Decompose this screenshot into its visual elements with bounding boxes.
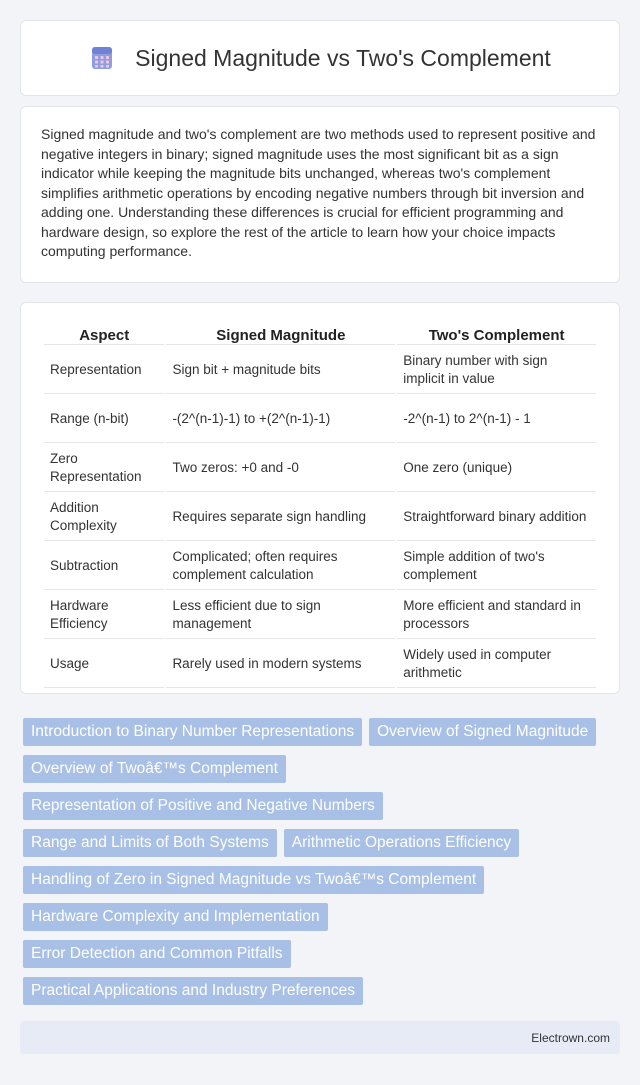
footer-site-name: Electrown.com (531, 1031, 610, 1045)
tag-row (23, 718, 623, 746)
table-row (44, 543, 596, 590)
table-cell-signed-magnitude: Two zeros: +0 and -0 (166, 445, 395, 492)
comparison-table-card (20, 302, 620, 694)
table-cell-twos-complement: One zero (unique) (397, 445, 596, 492)
table-cell-twos-complement: -2^(n-1) to 2^(n-1) - 1 (397, 396, 596, 443)
table-row (44, 641, 596, 688)
table-cell-twos-complement: Binary number with sign implicit in value (397, 347, 596, 394)
footer (20, 1021, 620, 1054)
column-header-aspect: Aspect (44, 325, 164, 345)
tag-row (23, 977, 623, 1005)
table-cell-aspect: Subtraction (44, 543, 164, 590)
tag-row (23, 903, 623, 931)
table-cell-signed-magnitude: Less efficient due to sign management (166, 592, 395, 639)
table-row (44, 494, 596, 541)
table-cell-twos-complement: Simple addition of two's complement (397, 543, 596, 590)
topic-tag[interactable]: Arithmetic Operations Efficiency (284, 829, 519, 857)
table-row (44, 445, 596, 492)
tag-row (23, 940, 623, 968)
topic-tags (23, 718, 623, 1014)
table-row (44, 592, 596, 639)
tag-row (23, 829, 623, 857)
topic-tag[interactable]: Overview of Signed Magnitude (369, 718, 596, 746)
table-cell-signed-magnitude: Requires separate sign handling (166, 494, 395, 541)
table-cell-signed-magnitude: Rarely used in modern systems (166, 641, 395, 688)
table-cell-twos-complement: Widely used in computer arithmetic (397, 641, 596, 688)
table-cell-aspect: Hardware Efficiency (44, 592, 164, 639)
comparison-table (42, 323, 598, 690)
page-title: Signed Magnitude vs Two's Complement (135, 44, 551, 71)
tag-row (23, 866, 623, 894)
topic-tag[interactable]: Introduction to Binary Number Representations (23, 718, 362, 746)
table-cell-aspect: Usage (44, 641, 164, 688)
topic-tag[interactable]: Range and Limits of Both Systems (23, 829, 277, 857)
column-header-twos-complement: Two's Complement (397, 325, 596, 345)
topic-tag[interactable]: Overview of Twoâ€™s Complement (23, 755, 286, 783)
topic-tag[interactable]: Practical Applications and Industry Preferences (23, 977, 363, 1005)
topic-tag[interactable]: Hardware Complexity and Implementation (23, 903, 328, 931)
table-row (44, 347, 596, 394)
table-cell-signed-magnitude: Sign bit + magnitude bits (166, 347, 395, 394)
calculator-icon (89, 45, 115, 71)
topic-tag[interactable]: Representation of Positive and Negative Numbers (23, 792, 383, 820)
table-header-row (44, 325, 596, 345)
intro-card (20, 106, 620, 283)
table-cell-signed-magnitude: Complicated; often requires complement calculation (166, 543, 395, 590)
column-header-signed-magnitude: Signed Magnitude (166, 325, 395, 345)
table-cell-twos-complement: More efficient and standard in processors (397, 592, 596, 639)
table-row (44, 396, 596, 443)
table-cell-aspect: Range (n-bit) (44, 396, 164, 443)
table-cell-aspect: Representation (44, 347, 164, 394)
tag-row (23, 755, 623, 783)
header-card (20, 20, 620, 96)
table-cell-signed-magnitude: -(2^(n-1)-1) to +(2^(n-1)-1) (166, 396, 395, 443)
topic-tag[interactable]: Error Detection and Common Pitfalls (23, 940, 291, 968)
topic-tag[interactable]: Handling of Zero in Signed Magnitude vs Twoâ€™s Complement (23, 866, 484, 894)
tag-row (23, 792, 623, 820)
table-cell-aspect: Zero Representation (44, 445, 164, 492)
intro-paragraph: Signed magnitude and two's complement are two methods used to represent positive and negative integers in binary; signed magnitude uses the most significant bit as a sign indicator while keeping the magnitude bits unchanged, whereas two's complement simplifies arithmetic operations by encoding negative numbers through bit inversion and adding one. Understanding these differences is crucial for efficient programming and hardware design, so explore the rest of the article to learn how your choice impacts computing performance. (41, 126, 596, 259)
table-cell-aspect: Addition Complexity (44, 494, 164, 541)
table-cell-twos-complement: Straightforward binary addition (397, 494, 596, 541)
